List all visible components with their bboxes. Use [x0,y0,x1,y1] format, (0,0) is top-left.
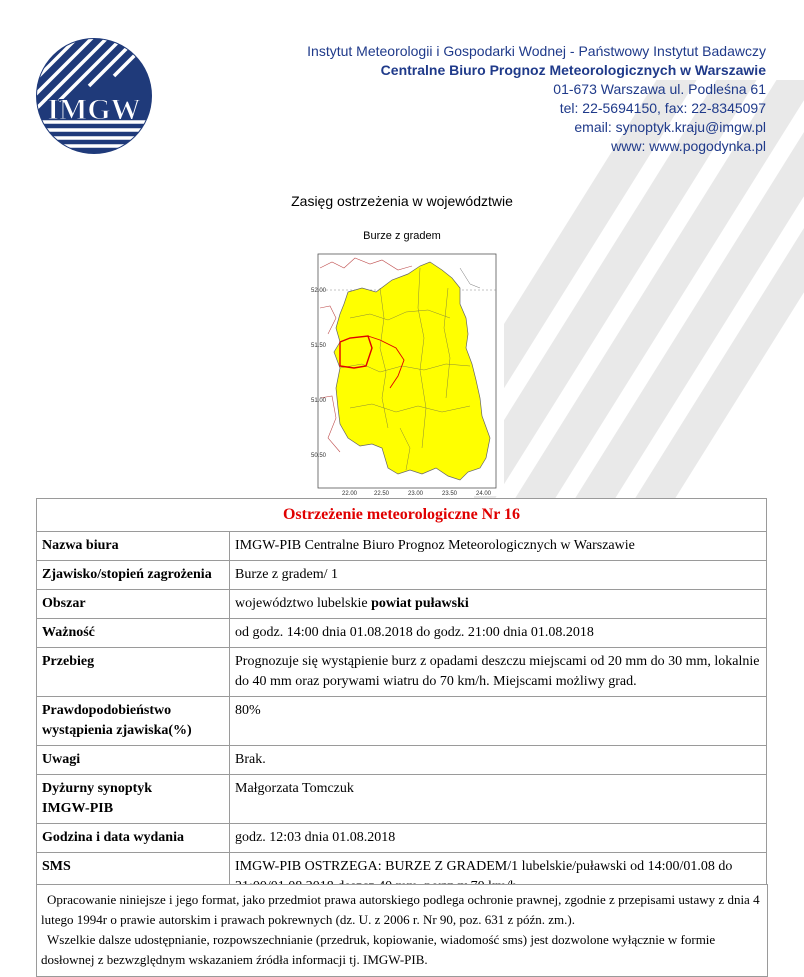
x-tick: 24.00 [476,491,492,496]
row-label: Prawdopodobieństwo wystąpienia zjawiska(%) [37,697,230,746]
warning-title: Ostrzeżenie meteorologiczne Nr 16 [37,499,767,532]
area-district: powiat puławski [371,596,469,611]
row-label: Zjawisko/stopień zagrożenia [37,561,230,590]
row-value: IMGW-PIB OSTRZEGA: BURZE Z GRADEM/1 lubelskie/puławski od 14:00/01.08 do [230,853,767,902]
website: www: www.pogodynka.pl [611,138,766,154]
row-label: Obszar [37,590,230,619]
logo-text: IMGW [47,93,141,126]
row-value [230,590,767,619]
row-value: 80% [230,697,767,746]
row-value: godz. 12:03 dnia 01.08.2018 [230,824,767,853]
y-tick: 50.50 [311,453,327,459]
row-label: SMS [37,853,230,902]
distribution-paragraph: Wszelkie dalsze udostępnianie, rozpowszechnianie (przedruk, kopiowanie, wiadomość sms) jest dozwolone wyłącznie w formie dosłownej z bezwzględnym wskazaniem źródła informacji tj. IMGW-PIB. [41,932,716,967]
y-tick: 51.00 [311,398,327,404]
row-value: IMGW-PIB Centralne Biuro Prognoz Meteorologicznych w Warszawie [230,532,767,561]
x-tick: 23.50 [442,491,458,496]
institute-header [307,42,766,156]
row-label: Ważność [37,619,230,648]
row-label: Przebieg [37,648,230,697]
y-tick: 51.50 [311,343,327,349]
row-value: Brak. [230,746,767,775]
table-row [37,590,767,619]
bureau-name: Centralne Biuro Prognoz Meteorologicznych w Warszawie [380,62,766,78]
map-title: Zasięg ostrzeżenia w województwie [291,193,513,209]
row-value: od godz. 14:00 dnia 01.08.2018 do godz. 21:00 dnia 01.08.2018 [230,619,767,648]
warning-map [310,248,504,496]
x-tick: 22.00 [342,491,358,496]
copyright-paragraph: Opracowanie niniejsze i jego format, jako przedmiot prawa autorskiego podlega ochronie prawnej, zgodnie z przepisami ustawy z dnia 4 lutego 1994r o prawie autorskim i prawach pokrewnych (dz. U. z 2006 r. Nr 90, poz. 631 z późn. zm.). [41,892,760,927]
copyright-footer [36,884,768,977]
table-row [37,648,767,697]
table-row [37,746,767,775]
table-row [37,824,767,853]
address: 01-673 Warszawa ul. Podleśna 61 [553,81,766,97]
table-row [37,561,767,590]
table-row [37,697,767,746]
map-subtitle: Burze z gradem [363,230,441,242]
institute-name: Instytut Meteorologii i Gospodarki Wodnej - Państwowy Instytut Badawczy [307,43,766,59]
row-label [37,775,230,824]
duty-label-2: IMGW-PIB [42,801,114,816]
imgw-logo [34,36,154,156]
y-tick: 52.00 [311,288,327,294]
area-region: województwo lubelskie [235,596,372,611]
row-label: Uwagi [37,746,230,775]
row-value: Małgorzata Tomczuk [230,775,767,824]
x-tick: 22.50 [374,491,390,496]
phone-fax: tel: 22-5694150, fax: 22-8345097 [559,100,766,116]
row-value: Prognozuje się wystąpienie burz z opadami deszczu miejscami od 20 mm do 30 mm, lokalnie do 40 mm oraz porywami wiatru do 70 km/h. Miejscami możliwy grad. [230,648,767,697]
table-row [37,619,767,648]
email: email: synoptyk.kraju@imgw.pl [574,119,766,135]
table-row [37,532,767,561]
warning-table [36,498,767,902]
row-label: Nazwa biura [37,532,230,561]
row-value: Burze z gradem/ 1 [230,561,767,590]
x-tick: 23.00 [408,491,424,496]
voivodeship-shape [334,262,490,480]
table-row [37,775,767,824]
duty-label-1: Dyżurny synoptyk [42,781,153,796]
row-label: Godzina i data wydania [37,824,230,853]
